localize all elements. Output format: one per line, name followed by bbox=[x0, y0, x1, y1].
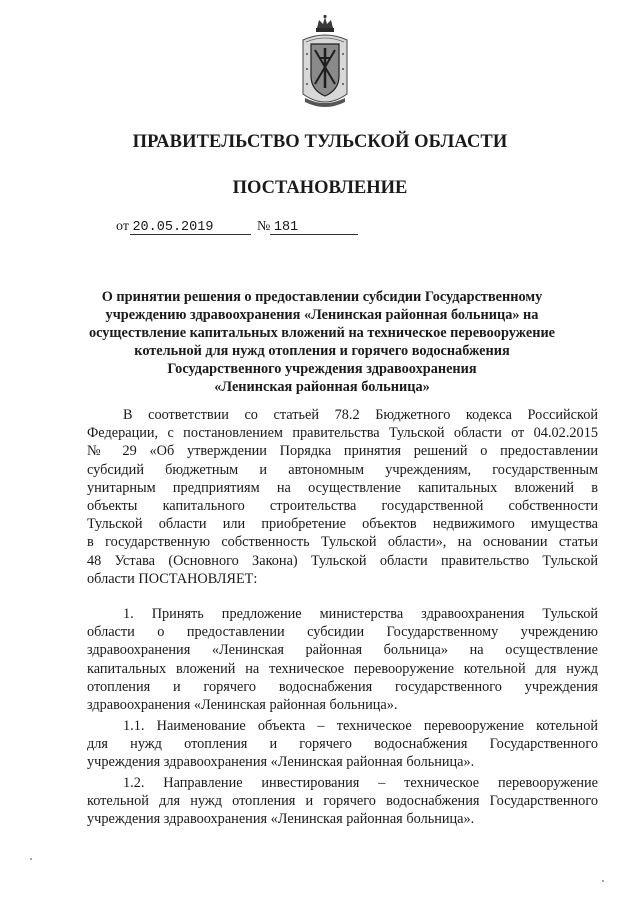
text-line: для нужд отопления и горячего водоснабжения Государственного bbox=[87, 736, 598, 753]
date-underline bbox=[130, 234, 251, 235]
text-line: № 29 «Об утверждении Порядка принятия решений о предоставлении bbox=[87, 443, 598, 460]
date-label: от bbox=[116, 219, 129, 234]
title-line: осуществление капитальных вложений на техническое перевооружение bbox=[88, 325, 556, 341]
coat-of-arms-icon bbox=[297, 14, 353, 114]
number-field bbox=[257, 219, 298, 235]
text-line: здравоохранения «Ленинская районная больница». bbox=[87, 697, 398, 714]
text-line: субсидий бюджетным и автономным учреждениям, государственным bbox=[87, 461, 598, 478]
title-line: учреждению здравоохранения «Ленинская районная больница» на bbox=[105, 307, 539, 323]
text-line: в государственную собственность Тульской области», на основании статьи bbox=[87, 534, 598, 551]
text-line: учреждения здравоохранения «Ленинская районная больница». bbox=[87, 811, 475, 828]
text-line: области ПОСТАНОВЛЯЕТ: bbox=[87, 570, 258, 587]
date-field bbox=[116, 219, 213, 235]
clause-1-paragraph bbox=[87, 605, 598, 714]
scan-speck bbox=[602, 880, 604, 882]
text-line: 48 Устава (Основного Закона) Тульской области правительство Тульской bbox=[87, 552, 598, 569]
text-line: Тульской области или приобретение объектов недвижимого имущества bbox=[87, 516, 598, 533]
text-line: Федерации, с постановлением правительства Тульской области от 04.02.2015 bbox=[87, 425, 598, 442]
number-label: № bbox=[257, 219, 271, 234]
document-date: 20.05.2019 bbox=[132, 220, 214, 235]
clause-1-1-paragraph bbox=[87, 717, 598, 772]
text-line: области о предоставлении субсидии Государственному учреждению bbox=[87, 624, 598, 641]
title-line: «Ленинская районная больница» bbox=[214, 379, 430, 395]
text-line: В соответствии со статьей 78.2 Бюджетного кодекса Российской bbox=[123, 407, 598, 423]
title-line: О принятии решения о предоставлении субсидии Государственному bbox=[101, 289, 543, 305]
government-title: ПРАВИТЕЛЬСТВО ТУЛЬСКОЙ ОБЛАСТИ bbox=[132, 132, 508, 152]
document-number: 181 bbox=[273, 220, 299, 235]
number-underline bbox=[270, 234, 358, 235]
text-line: 1.2. Направление инвестирования – техническое перевооружение bbox=[123, 775, 598, 791]
title-line: котельной для нужд отопления и горячего водоснабжения bbox=[134, 343, 510, 359]
text-line: объекты капитального строительства государственной собственности bbox=[87, 498, 598, 515]
scan-speck bbox=[30, 858, 32, 860]
title-line: Государственного учреждения здравоохранения bbox=[167, 361, 477, 377]
text-line: учреждения здравоохранения «Ленинская районная больница». bbox=[87, 754, 475, 771]
text-line: капитальных вложений на техническое перевооружение котельной для нужд bbox=[87, 660, 598, 677]
text-line: котельной для нужд отопления и горячего водоснабжения Государственного bbox=[87, 793, 598, 810]
text-line: отопления и горячего водоснабжения государственного учреждения bbox=[87, 678, 598, 695]
preamble-paragraph bbox=[87, 406, 598, 588]
text-line: 1. Принять предложение министерства здравоохранения Тульской bbox=[123, 606, 598, 622]
document-type: ПОСТАНОВЛЕНИЕ bbox=[232, 178, 408, 198]
clause-1-2-paragraph bbox=[87, 774, 598, 829]
resolution-title bbox=[80, 288, 564, 396]
text-line: унитарным предприятиям на осуществление капитальных вложений в bbox=[87, 479, 598, 496]
text-line: 1.1. Наименование объекта – техническое перевооружение котельной bbox=[123, 718, 598, 734]
text-line: здравоохранения «Ленинская районная больница» на осуществление bbox=[87, 642, 598, 659]
